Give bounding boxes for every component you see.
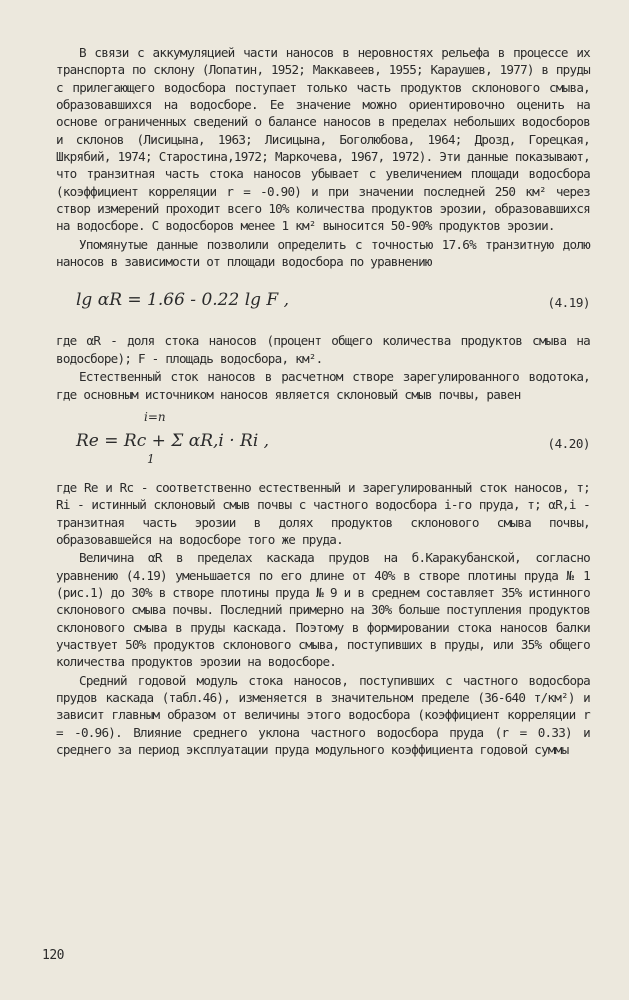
paragraph-6: Величина αR в пределах каскада прудов на б.Каракубанской, согласно уравнению (4.19) уменьшается по его длине от 40% в створе плотины пруда № 1 (рис.1) до 30% в створе плотины пруда № 9 и в среднем составляет 35% истинного склонового смыва почвы. Последний примерно на 30% больше поступления продуктов склонового смыва в пруды каскада. Поэтому в формировании стока наносов балки участвует 50% продуктов склонового смыва, поступивших в пруды, или 35% общего количества продуктов эрозии на водосборе. [56,550,590,670]
equation-4-19-formula: lg αR = 1.66 - 0.22 lg F , [76,290,290,311]
sum-upper-limit: i=n [144,409,166,424]
page-body [56,44,590,758]
paragraph-7: Средний годовой модуль стока наносов, поступивших с частного водосбора прудов каскада (табл.46), изменяется в значительном пределе (36-640 т/км²) и зависит главным образом от величины этого водосбора (коэффициент корреляции r = -0.96). Влияние среднего уклона частного водосбора пруда (r = 0.33) и среднего за период эксплуатации пруда модульного коэффициента годовой суммы [56,672,590,757]
paragraph-3: где αR - доля стока наносов (процент общего количества продуктов смыва на водосборе); F - площадь водосбора, км². [56,333,590,366]
page-number: 120 [42,948,64,963]
paragraph-4: Естественный сток наносов в расчетном створе зарегулированного водотока, где основным источником наносов является склоновый смыв почвы, равен [56,369,590,402]
equation-4-19 [56,284,590,322]
equation-4-20 [56,411,590,471]
equation-4-20-number: (4.20) [547,435,590,451]
paragraph-1: В связи с аккумуляцией части наносов в неровностях рельефа в процессе их транспорта по склону (Лопатин, 1952; Маккавеев, 1955; Караушев, 1977) в пруды с прилегающего водосбора поступает только часть продуктов склонового смыва, образовавшихся на водосборе. Ее значение можно ориентировочно оценить на основе ограниченных сведений о балансе наносов в пределах небольших водосборов и склонов (Лисицына, 1963; Лисицына, Боголюбова, 1964; Дрозд, Горецкая, Шкрябий, 1974; Старостина,1972; Маркочева, 1967, 1972). Эти данные показывают, что транзитная часть стока наносов убывает с увеличением площади водосбора (коэффициент корреляции r = -0.90) и при значении последней 250 км² через створ измерений проходит всего 10% количества продуктов эрозии, образовавшихся на водосборе. С водосборов менее 1 км² выносится 50-90% продуктов эрозии. [56,45,590,234]
equation-4-20-formula: Re = Rc + Σ αR,i · Ri , [76,430,270,451]
sum-lower-limit: 1 [147,451,155,466]
equation-4-19-number: (4.19) [547,295,590,311]
paragraph-2: Упомянутые данные позволили определить с точностью 17.6% транзитную долю наносов в зависимости от площади водосбора по уравнению [56,236,590,270]
paragraph-5: где Re и Rc - соответственно естественный и зарегулированный сток наносов, т; Ri - истинный склоновый смыв почвы с частного водосбора i-го пруда, т; αR,i - транзитная часть эрозии в долях продуктов склонового смыва почвы, образовавшейся на водосборе того же пруда. [56,479,590,547]
